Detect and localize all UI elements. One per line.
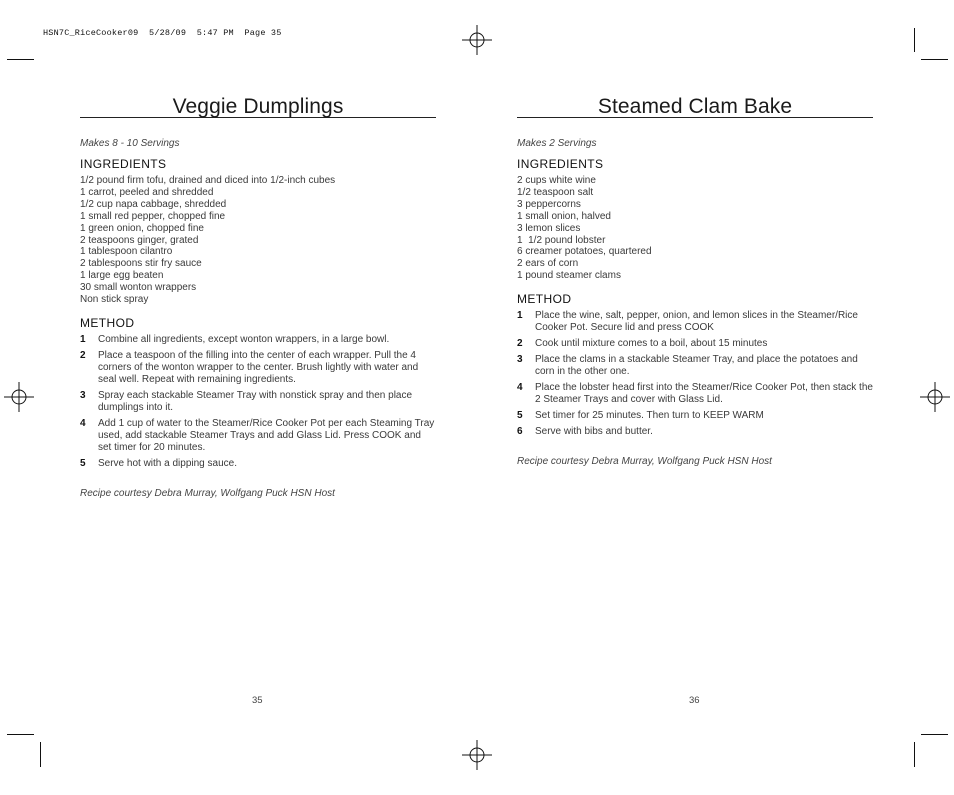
ingredient-item: 30 small wonton wrappers bbox=[80, 282, 197, 294]
ingredient-item: 1 carrot, peeled and shredded bbox=[80, 186, 214, 198]
step-number: 3 bbox=[80, 389, 86, 401]
step-text: Combine all ingredients, except wonton wrappers, in a large bowl. bbox=[98, 333, 390, 345]
method-step bbox=[80, 334, 436, 346]
method-step bbox=[80, 418, 436, 454]
step-number: 4 bbox=[80, 417, 86, 429]
ingredient-item: 2 tablespoons stir fry sauce bbox=[80, 258, 202, 270]
servings: Makes 2 Servings bbox=[517, 138, 597, 149]
step-text: Cook until mixture comes to a boil, about 15 minutes bbox=[535, 338, 768, 350]
ingredient-item: 2 cups white wine bbox=[517, 175, 596, 186]
step-text: Spray each stackable Steamer Tray with nonstick spray and then place dumplings into it. bbox=[98, 389, 413, 413]
ingredient-item: 2 ears of corn bbox=[517, 258, 579, 270]
ingredient-item: 2 teaspoons ginger, grated bbox=[80, 234, 199, 246]
method-step bbox=[80, 458, 436, 470]
method-step bbox=[80, 350, 436, 386]
ingredient-item: 1 tablespoon cilantro bbox=[80, 246, 173, 258]
step-text: Place the clams in a stackable Steamer Tray, and place the potatoes and corn in the other one. bbox=[535, 354, 858, 378]
method-steps bbox=[80, 334, 436, 470]
registration-mark-right bbox=[920, 382, 950, 412]
right-page bbox=[517, 94, 873, 467]
method-step bbox=[517, 426, 873, 438]
page-number-right: 36 bbox=[689, 695, 700, 706]
step-number: 5 bbox=[80, 457, 86, 469]
ingredient-item: 6 creamer potatoes, quartered bbox=[517, 246, 652, 258]
ingredient-item: 1 small red pepper, chopped fine bbox=[80, 210, 226, 222]
method-steps bbox=[517, 310, 873, 438]
ingredient-item: 3 lemon slices bbox=[517, 222, 581, 234]
recipe-title: Steamed Clam Bake bbox=[597, 95, 793, 118]
step-number: 3 bbox=[517, 354, 523, 366]
method-step bbox=[517, 338, 873, 350]
step-text: Serve with bibs and butter. bbox=[535, 426, 653, 438]
step-number: 2 bbox=[517, 338, 523, 350]
recipe-credit: Recipe courtesy Debra Murray, Wolfgang Puck HSN Host bbox=[80, 487, 335, 499]
method-step bbox=[80, 390, 436, 414]
left-page bbox=[80, 94, 436, 499]
ingredient-item: 1/2 cup napa cabbage, shredded bbox=[80, 198, 227, 210]
ingredient-item: 1 small onion, halved bbox=[517, 210, 611, 222]
ingredient-item: 1 1/2 pound lobster bbox=[517, 234, 606, 246]
registration-mark-bottom bbox=[462, 740, 492, 770]
ingredients-heading: INGREDIENTS bbox=[517, 157, 604, 171]
ingredients-list bbox=[517, 175, 873, 282]
servings: Makes 8 - 10 Servings bbox=[80, 138, 180, 149]
printer-slug-line: HSN7C_RiceCooker09 5/28/09 5:47 PM Page 35 bbox=[43, 28, 282, 38]
ingredients-heading: INGREDIENTS bbox=[80, 157, 167, 171]
method-heading: METHOD bbox=[80, 315, 135, 330]
ingredients-list bbox=[80, 175, 436, 306]
registration-mark-top bbox=[462, 25, 492, 55]
step-text: Serve hot with a dipping sauce. bbox=[98, 457, 237, 469]
method-step bbox=[517, 410, 873, 422]
step-text: Place the lobster head first into the Steamer/Rice Cooker Pot, then stack the 2 Steamer Trays and cover with Glass Lid. bbox=[535, 382, 873, 406]
step-text: Set timer for 25 minutes. Then turn to KEEP WARM bbox=[535, 410, 764, 422]
ingredient-item: 1 pound steamer clams bbox=[517, 270, 621, 282]
step-number: 2 bbox=[80, 349, 86, 361]
ingredient-item: 1 green onion, chopped fine bbox=[80, 222, 204, 234]
method-heading: METHOD bbox=[517, 292, 572, 307]
step-number: 6 bbox=[517, 426, 523, 438]
page-number-left: 35 bbox=[252, 695, 263, 706]
step-number: 4 bbox=[517, 382, 523, 394]
registration-mark-left bbox=[4, 382, 34, 412]
ingredient-item: 1/2 teaspoon salt bbox=[517, 186, 594, 198]
ingredient-item: Non stick spray bbox=[80, 294, 149, 306]
step-number: 5 bbox=[517, 410, 523, 422]
ingredient-item: 1/2 pound firm tofu, drained and diced into 1/2-inch cubes bbox=[80, 175, 336, 186]
recipe-title: Veggie Dumplings bbox=[172, 95, 344, 118]
step-number: 1 bbox=[517, 310, 523, 322]
ingredient-item: 3 peppercorns bbox=[517, 198, 581, 210]
step-text: Add 1 cup of water to the Steamer/Rice Cooker Pot per each Steaming Tray used, add stackable Steamer Trays and add Glass Lid. Press COOK and set timer for 20 minutes. bbox=[98, 417, 435, 453]
step-text: Place the wine, salt, pepper, onion, and lemon slices in the Steamer/Rice Cooker Pot. Secure lid and press COOK bbox=[535, 310, 858, 334]
method-step bbox=[517, 382, 873, 406]
ingredient-item: 1 large egg beaten bbox=[80, 270, 164, 282]
method-step bbox=[517, 310, 873, 334]
step-number: 1 bbox=[80, 333, 86, 345]
recipe-credit: Recipe courtesy Debra Murray, Wolfgang Puck HSN Host bbox=[517, 456, 772, 468]
step-text: Place a teaspoon of the filling into the center of each wrapper. Pull the 4 corners of the wonton wrapper to the center. Brush lightly with water and seal well. Repeat with remaining ingredients. bbox=[98, 349, 419, 385]
method-step bbox=[517, 354, 873, 378]
